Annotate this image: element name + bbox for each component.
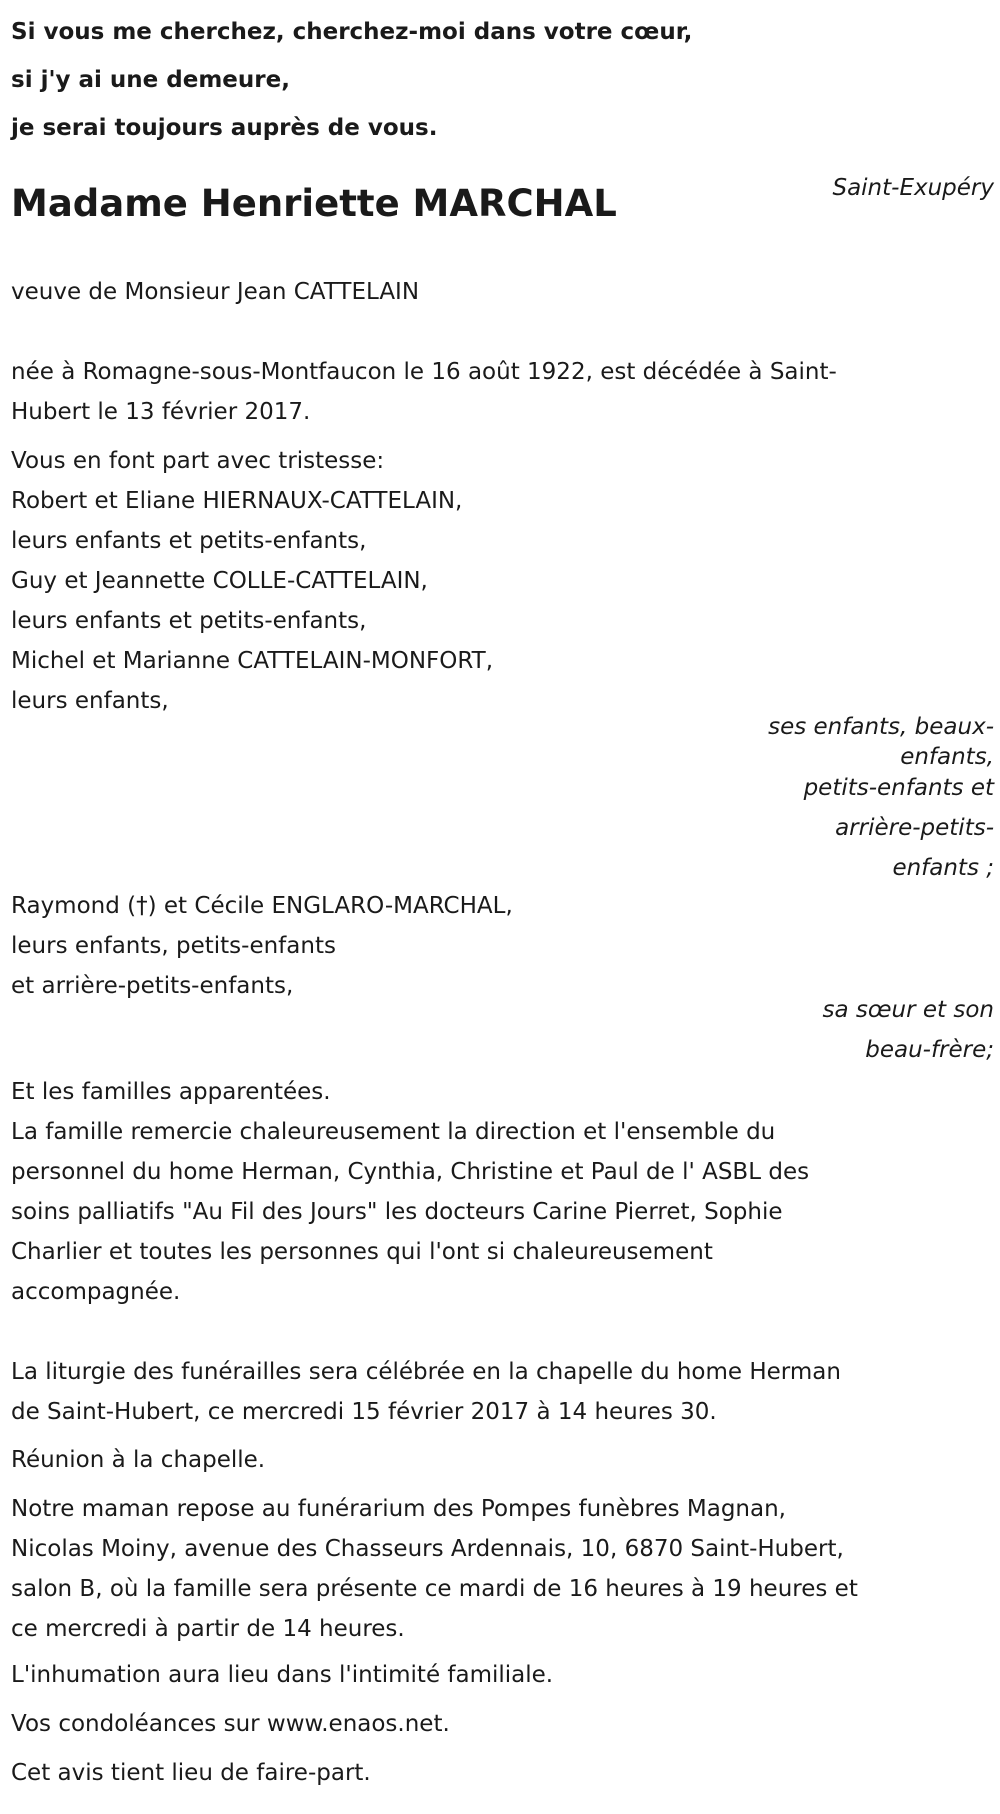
liturgy-line: de Saint-Hubert, ce mercredi 15 février 2017 à 14 heures 30.	[11, 1399, 717, 1425]
closing-line: soins palliatifs "Au Fil des Jours" les docteurs Carine Pierret, Sophie	[11, 1199, 783, 1225]
family-line: et arrière-petits-enfants,	[11, 973, 294, 999]
birth-death-line: née à Romagne-sous-Montfaucon le 16 août 1922, est décédée à Saint-	[11, 359, 837, 385]
condolences-paragraph	[11, 1704, 986, 1744]
notice-paragraph	[11, 1753, 986, 1793]
repose-line: Nicolas Moiny, avenue des Chasseurs Ardennais, 10, 6870 Saint-Hubert,	[11, 1536, 844, 1562]
meeting-text: Réunion à la chapelle.	[11, 1447, 266, 1473]
family-children-block	[11, 441, 986, 721]
family-intro: Vous en font part avec tristesse:	[11, 448, 385, 474]
meeting-paragraph	[11, 1440, 986, 1480]
condolences-text: Vos condoléances sur www.enaos.net.	[11, 1711, 450, 1737]
children-relation-note-b	[764, 768, 994, 888]
deceased-name: Madame Henriette MARCHAL	[11, 182, 617, 225]
closing-line: Charlier et toutes les personnes qui l'ont si chaleureusement	[11, 1239, 713, 1265]
sibling-relation-note	[764, 990, 994, 1070]
birth-death-line: Hubert le 13 février 2017.	[11, 399, 311, 425]
epitaph-quote	[11, 8, 791, 152]
burial-paragraph	[11, 1655, 986, 1695]
closing-line: La famille remercie chaleureusement la direction et l'ensemble du	[11, 1119, 776, 1145]
epitaph-line: si j'y ai une demeure,	[11, 67, 290, 93]
closing-line: accompagnée.	[11, 1279, 181, 1305]
family-line: leurs enfants, petits-enfants	[11, 933, 336, 959]
family-line: leurs enfants,	[11, 688, 169, 714]
family-line: Raymond (†) et Cécile ENGLARO-MARCHAL,	[11, 893, 513, 919]
spouse-line	[11, 272, 986, 312]
relation-note-line: enfants,	[900, 744, 994, 770]
birth-death-paragraph	[11, 352, 986, 432]
relation-note-line: arrière-petits-	[835, 815, 994, 841]
family-line: Michel et Marianne CATTELAIN-MONFORT,	[11, 648, 494, 674]
family-closing-block	[11, 1072, 986, 1312]
liturgy-paragraph	[11, 1352, 986, 1432]
repose-line: ce mercredi à partir de 14 heures.	[11, 1616, 405, 1642]
closing-line: personnel du home Herman, Cynthia, Christine et Paul de l' ASBL des	[11, 1159, 810, 1185]
repose-line: salon B, où la famille sera présente ce mardi de 16 heures à 19 heures et	[11, 1576, 858, 1602]
repose-line: Notre maman repose au funérarium des Pompes funèbres Magnan,	[11, 1496, 786, 1522]
closing-line: Et les familles apparentées.	[11, 1079, 331, 1105]
family-line: Guy et Jeannette COLLE-CATTELAIN,	[11, 568, 428, 594]
children-relation-note-a	[764, 707, 994, 777]
burial-text: L'inhumation aura lieu dans l'intimité familiale.	[11, 1662, 554, 1688]
epitaph-line: Si vous me cherchez, cherchez-moi dans votre cœur,	[11, 19, 693, 45]
family-line: Robert et Eliane HIERNAUX-CATTELAIN,	[11, 488, 463, 514]
relation-note-line: beau-frère;	[865, 1037, 994, 1063]
epitaph-author: Saint-Exupéry	[832, 175, 994, 201]
family-line: leurs enfants et petits-enfants,	[11, 528, 367, 554]
relation-note-line: sa sœur et son	[822, 997, 994, 1023]
relation-note-line: ses enfants, beaux-	[768, 714, 994, 740]
liturgy-line: La liturgie des funérailles sera célébrée en la chapelle du home Herman	[11, 1359, 841, 1385]
notice-text: Cet avis tient lieu de faire-part.	[11, 1760, 371, 1786]
family-sibling-block	[11, 886, 986, 1006]
repose-paragraph	[11, 1489, 986, 1649]
spouse-text: veuve de Monsieur Jean CATTELAIN	[11, 279, 420, 305]
epitaph-line: je serai toujours auprès de vous.	[11, 115, 438, 141]
family-line: leurs enfants et petits-enfants,	[11, 608, 367, 634]
relation-note-line: enfants ;	[892, 855, 994, 881]
relation-note-line: petits-enfants et	[803, 775, 994, 801]
